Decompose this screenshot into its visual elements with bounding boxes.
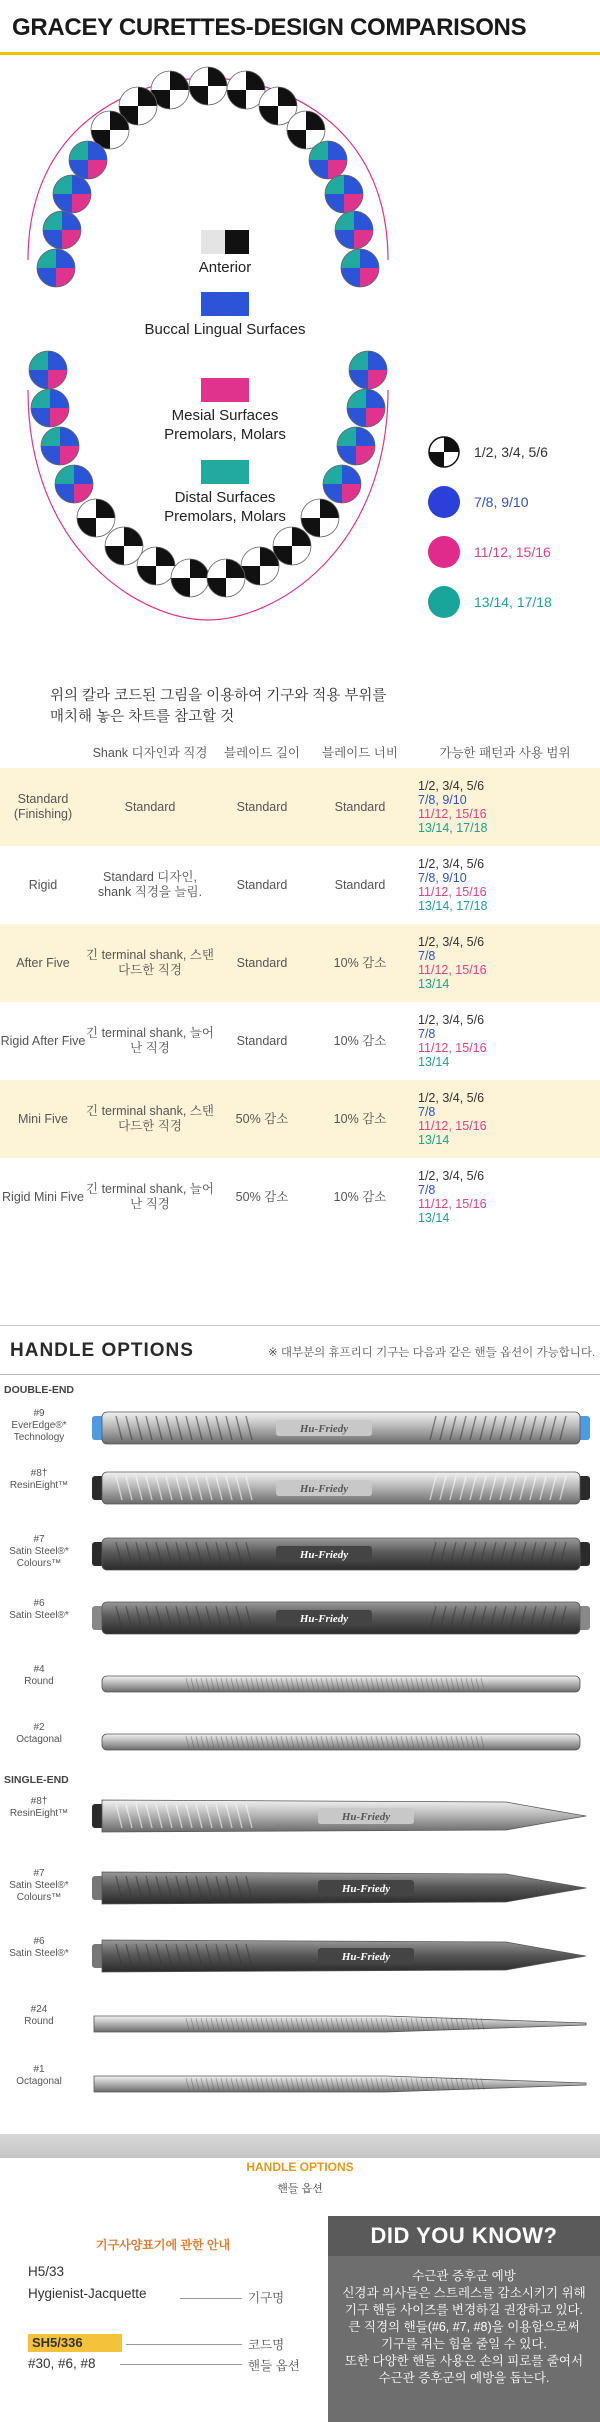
pattern-item: 7/8: [418, 949, 436, 963]
dyk-line: 신경과 의사들은 스트레스를 감소시키기 위해: [342, 2286, 586, 2300]
legend-label: Distal Surfaces Premolars, Molars: [164, 489, 286, 525]
handle-label: [0, 1722, 78, 1746]
handle-label: [0, 1796, 78, 1820]
handle-options-bar: [0, 2134, 600, 2158]
spec-code-top: H5/33: [28, 2264, 65, 2279]
mesial-swatch-icon: [201, 378, 249, 402]
spec-instrument-name: Hygienist-Jacquette: [28, 2286, 147, 2301]
table-cell: 10% 감소: [333, 1033, 387, 1048]
handle-options-title: HANDLE OPTIONS: [10, 1340, 194, 1361]
handle-options-note: ※ 대부분의 휴프리디 기구는 다음과 같은 핸들 옵션이 가능합니다.: [268, 1347, 596, 1359]
dyk-line: 수근관 증후군 예방: [412, 2269, 516, 2283]
section-divider: [0, 1325, 600, 1326]
buccal-swatch-icon: [201, 292, 249, 316]
brand-logo-text: Hu-Friedy: [299, 1423, 349, 1435]
posterior-tooth: [309, 141, 347, 179]
handle-number: #8†: [30, 1796, 48, 1807]
posterior-tooth: [349, 351, 387, 389]
table-cell: After Five: [0, 924, 86, 1002]
table-cell: Rigid Mini Five: [2, 1189, 84, 1204]
table-cell: 긴 terminal shank, 늘어난 직경: [86, 1182, 214, 1211]
posterior-tooth: [341, 249, 379, 287]
handle-name: ResinEight™: [9, 1808, 69, 1819]
spec-handle-tag: 핸들 옵션: [248, 2359, 300, 2373]
resin-handle-icon: [86, 1792, 596, 1840]
table-cell: Rigid: [28, 877, 58, 892]
posterior-tooth: [53, 175, 91, 213]
handle-number: #7: [33, 1534, 45, 1545]
posterior-tooth: [325, 175, 363, 213]
pattern-item: 13/14: [418, 1133, 450, 1147]
dyk-line: 또한 다양한 핸들 사용은 손의 피로를 줄여서: [344, 2354, 584, 2368]
single-end-label: SINGLE-END: [4, 1774, 69, 1786]
pattern-item: 1/2, 3/4, 5/6: [418, 1169, 485, 1183]
table-cell: 10% 감소: [333, 1189, 387, 1204]
everedge-handle-icon: [86, 1404, 596, 1452]
table-cell: 긴 terminal shank, 늘어난 직경: [86, 1026, 214, 1055]
pattern-row: [428, 436, 598, 468]
did-you-know-body: [328, 2256, 600, 2422]
table-header: 블레이드 길이: [224, 746, 300, 760]
posterior-tooth: [337, 427, 375, 465]
table-header: [0, 736, 86, 768]
pattern-item: 7/8: [418, 1027, 436, 1041]
handle-number: #1: [33, 2064, 45, 2075]
table-cell: Standard: [236, 1033, 288, 1048]
table-cell: Standard: [334, 877, 386, 892]
handle-label: [0, 1598, 78, 1622]
brand-logo-text: Hu-Friedy: [299, 1613, 349, 1625]
table-header-row: [0, 736, 600, 768]
table-cell: 긴 terminal shank, 스탠다드한 직경: [86, 924, 214, 1002]
pattern-item: 1/2, 3/4, 5/6: [418, 779, 485, 793]
pattern-item: 11/12, 15/16: [418, 885, 487, 899]
comparison-table: [0, 736, 600, 1236]
dyk-line: 큰 직경의 핸들(#6, #7, #8)을 이용함으로써: [348, 2320, 580, 2334]
table-cell-patterns: [410, 846, 600, 924]
table-row: [0, 846, 600, 924]
table-row: [0, 1002, 600, 1080]
posterior-tooth: [69, 141, 107, 179]
anterior-pie-icon: [428, 436, 460, 468]
leader-line: [180, 2298, 242, 2299]
pattern-row: [428, 586, 598, 618]
handle-label: [0, 1868, 78, 1904]
pattern-item: 11/12, 15/16: [418, 1119, 487, 1133]
anterior-tooth: [137, 547, 175, 585]
handle-label: [0, 1936, 78, 1960]
table-row: [0, 924, 600, 1002]
legend-label: Mesial Surfaces Premolars, Molars: [164, 407, 286, 443]
dental-diagram: [0, 60, 600, 680]
pattern-item: 11/12, 15/16: [418, 807, 487, 821]
handle-name: Satin Steel®* Colours™: [9, 1546, 69, 1569]
table-cell: 50% 감소: [235, 1189, 289, 1204]
handle-name: ResinEight™: [9, 1480, 69, 1491]
table-cell: 10% 감소: [310, 1080, 410, 1158]
posterior-tooth: [323, 465, 361, 503]
handle-options-bar-title: HANDLE OPTIONS: [246, 2160, 354, 2174]
anterior-tooth: [241, 547, 279, 585]
resin-handle-icon: [86, 1464, 596, 1512]
handle-number: #8†: [30, 1468, 48, 1479]
handle-number: #4: [33, 1664, 45, 1675]
leader-line: [120, 2364, 242, 2365]
pattern-item: 7/8, 9/10: [418, 871, 467, 885]
table-cell-patterns: [410, 1158, 600, 1236]
brand-logo-text: Hu-Friedy: [299, 1483, 349, 1495]
table-cell: Mini Five: [0, 1080, 86, 1158]
table-row: [0, 1080, 600, 1158]
handle-name: Round: [24, 1676, 54, 1687]
page-title: GRACEY CURETTES-DESIGN COMPARISONS: [12, 14, 527, 41]
teal-dot-icon: [428, 586, 460, 618]
table-cell-patterns: [410, 924, 600, 1002]
pattern-item: 11/12, 15/16: [418, 1197, 487, 1211]
table-cell-patterns: [410, 768, 600, 846]
posterior-tooth: [347, 389, 385, 427]
table-cell: Standard: [236, 877, 288, 892]
pattern-label: 1/2, 3/4, 5/6: [474, 444, 548, 460]
table-cell-patterns: [410, 1002, 600, 1080]
handle-options-bar-subtitle: 핸들 옵션: [277, 2183, 323, 2195]
table-header: 블레이드 너비: [322, 746, 398, 760]
table-cell: Standard: [214, 924, 310, 1002]
handle-label: [0, 2064, 78, 2088]
round-handle-icon: [86, 2000, 596, 2048]
round-handle-icon: [86, 1660, 596, 1708]
handle-name: EverEdge®* Technology: [11, 1420, 67, 1443]
handle-label: [0, 1534, 78, 1570]
handle-name: Octagonal: [16, 1734, 62, 1745]
legend-mesial: [140, 378, 310, 444]
posterior-tooth: [41, 427, 79, 465]
brand-logo-text: Hu-Friedy: [341, 1883, 391, 1895]
title-rule: [0, 52, 600, 55]
table-cell: 50% 감소: [214, 1080, 310, 1158]
table-row: [0, 1158, 600, 1236]
anterior-tooth: [77, 499, 115, 537]
did-you-know-title: DID YOU KNOW?: [328, 2216, 600, 2256]
table-cell: Standard: [214, 768, 310, 846]
pattern-item: 13/14, 17/18: [418, 821, 488, 835]
distal-swatch-icon: [201, 460, 249, 484]
posterior-tooth: [37, 249, 75, 287]
table-cell: Standard (Finishing): [0, 768, 86, 846]
satin-handle-icon: [86, 1594, 596, 1642]
double-end-label: DOUBLE-END: [4, 1384, 74, 1396]
pattern-item: 1/2, 3/4, 5/6: [418, 935, 485, 949]
table-cell: Rigid After Five: [0, 1033, 86, 1048]
pattern-row: [428, 536, 598, 568]
anterior-tooth: [273, 527, 311, 565]
handle-label: [0, 2004, 78, 2028]
spec-handle-options: #30, #6, #8: [28, 2356, 96, 2371]
table-cell: 10% 감소: [310, 924, 410, 1002]
anterior-tooth: [189, 67, 227, 105]
brand-logo-text: Hu-Friedy: [341, 1951, 391, 1963]
pattern-item: 7/8: [418, 1183, 436, 1197]
handle-label: [0, 1664, 78, 1688]
pattern-item: 13/14, 17/18: [418, 899, 488, 913]
handle-number: #24: [30, 2004, 48, 2015]
anterior-tooth: [171, 559, 209, 597]
handle-name: Satin Steel®*: [9, 1610, 69, 1621]
anterior-swatch-icon: [201, 230, 249, 254]
diagram-note: [50, 686, 470, 728]
pattern-label: 13/14, 17/18: [474, 594, 552, 610]
note-line: 매치해 놓은 차트를 참고할 것: [50, 709, 235, 725]
pink-dot-icon: [428, 536, 460, 568]
handle-number: #6: [33, 1936, 45, 1947]
brand-logo-text: Hu-Friedy: [299, 1549, 349, 1561]
legend-label: Buccal Lingual Surfaces: [144, 321, 306, 338]
pattern-row: [428, 486, 598, 518]
table-cell: Standard: [86, 768, 214, 846]
handle-name: Satin Steel®* Colours™: [9, 1880, 69, 1903]
anterior-tooth: [207, 559, 245, 597]
spec-guide-box: [8, 2224, 318, 2420]
spec-code-tag: 코드명: [248, 2338, 285, 2352]
handle-name: Satin Steel®*: [9, 1948, 69, 1959]
handle-number: #6: [33, 1598, 45, 1609]
handle-name: Round: [24, 2016, 54, 2027]
table-header: 가능한 패턴과 사용 범위: [439, 746, 571, 760]
octagonal-handle-icon: [86, 1718, 596, 1766]
handle-number: #9: [33, 1408, 45, 1419]
pattern-item: 11/12, 15/16: [418, 963, 487, 977]
handle-label: [0, 1408, 78, 1444]
table-cell-patterns: [410, 1080, 600, 1158]
blue-dot-icon: [428, 486, 460, 518]
pattern-item: 1/2, 3/4, 5/6: [418, 1091, 485, 1105]
posterior-tooth: [335, 211, 373, 249]
satin-handle-icon: [86, 1932, 596, 1980]
legend-distal: [140, 460, 310, 526]
pattern-item: 1/2, 3/4, 5/6: [418, 857, 485, 871]
legend-anterior: [140, 230, 310, 277]
posterior-tooth: [31, 389, 69, 427]
dyk-line: 기구 핸들 사이즈를 변경하길 권장하고 있다.: [344, 2303, 584, 2317]
pattern-item: 13/14: [418, 1211, 450, 1225]
table-cell: Standard: [310, 768, 410, 846]
legend-buccal-lingual: [140, 292, 310, 339]
handle-number: #2: [33, 1722, 45, 1733]
table-header: Shank 디자인과 직경: [92, 746, 208, 760]
did-you-know-box: [324, 2216, 600, 2422]
table-cell: Standard 디자인, shank 직경을 늘림.: [97, 870, 203, 899]
handle-label: [0, 1468, 78, 1492]
anterior-tooth: [105, 527, 143, 565]
table-cell: 긴 terminal shank, 스탠다드한 직경: [86, 1080, 214, 1158]
pattern-item: 13/14: [418, 1055, 450, 1069]
pattern-label: 7/8, 9/10: [474, 494, 529, 510]
spec-code: SH5/336: [28, 2334, 122, 2352]
section-divider: [0, 1374, 600, 1375]
octagonal-handle-icon: [86, 2060, 596, 2108]
handle-number: #7: [33, 1868, 45, 1879]
leader-line: [126, 2344, 242, 2345]
handle-name: Octagonal: [16, 2076, 62, 2087]
table-row: [0, 768, 600, 846]
note-line: 위의 칼라 코드된 그림을 이용하여 기구와 적용 부위를: [50, 688, 387, 704]
pattern-item: 11/12, 15/16: [418, 1041, 487, 1055]
pattern-item: 13/14: [418, 977, 450, 991]
pattern-item: 7/8, 9/10: [418, 793, 467, 807]
pattern-item: 7/8: [418, 1105, 436, 1119]
posterior-tooth: [55, 465, 93, 503]
brand-logo-text: Hu-Friedy: [341, 1811, 391, 1823]
legend-label: Anterior: [198, 259, 252, 276]
colours-handle-icon: [86, 1530, 596, 1578]
posterior-tooth: [43, 211, 81, 249]
pattern-label: 11/12, 15/16: [474, 544, 551, 560]
posterior-tooth: [29, 351, 67, 389]
pattern-item: 1/2, 3/4, 5/6: [418, 1013, 485, 1027]
dyk-line: 수근관 증후군의 예방을 돕는다.: [378, 2371, 550, 2385]
colours-handle-icon: [86, 1864, 596, 1912]
dyk-line: 기구를 쥐는 힘을 줄일 수 있다.: [381, 2337, 547, 2351]
spec-guide-title: 기구사양표기에 관한 안내: [95, 2238, 231, 2252]
spec-name-tag: 기구명: [248, 2291, 285, 2305]
